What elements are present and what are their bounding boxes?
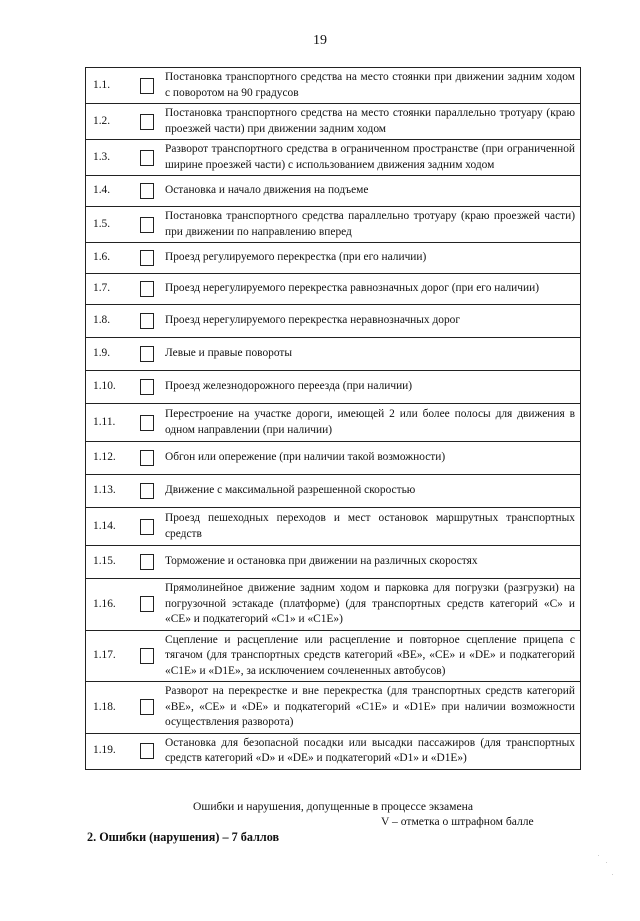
- item-description: Постановка транспортного средства на место стоянки параллельно тротуару (краю проезжей части) при движении задним ходом: [161, 104, 581, 140]
- penalty-checkbox[interactable]: [140, 699, 154, 715]
- item-checkbox-cell: [135, 176, 161, 207]
- item-number: 1.10.: [86, 371, 136, 404]
- penalty-checkbox[interactable]: [140, 648, 154, 664]
- item-number: 1.14.: [86, 508, 136, 546]
- exam-item-row: [86, 305, 581, 338]
- item-checkbox-cell: [135, 207, 161, 243]
- exam-item-row: [86, 338, 581, 371]
- item-number: 1.15.: [86, 546, 136, 579]
- item-description: Постановка транспортного средства на место стоянки при движении задним ходом с поворотом на 90 градусов: [161, 68, 581, 104]
- item-description: Торможение и остановка при движении на различных скоростях: [161, 546, 581, 579]
- item-number: 1.3.: [86, 140, 136, 176]
- penalty-checkbox[interactable]: [140, 379, 154, 395]
- item-checkbox-cell: [135, 305, 161, 338]
- item-checkbox-cell: [135, 508, 161, 546]
- penalty-checkbox[interactable]: [140, 313, 154, 329]
- item-checkbox-cell: [135, 274, 161, 305]
- exam-item-row: [86, 442, 581, 475]
- item-description: Разворот транспортного средства в ограниченном пространстве (при ограниченной ширине проезжей части) с использованием движения задним ходом: [161, 140, 581, 176]
- penalty-checkbox[interactable]: [140, 114, 154, 130]
- exam-item-row: [86, 140, 581, 176]
- item-checkbox-cell: [135, 140, 161, 176]
- exam-item-row: [86, 274, 581, 305]
- exam-item-row: [86, 630, 581, 682]
- exam-item-row: [86, 404, 581, 442]
- item-number: 1.4.: [86, 176, 136, 207]
- item-checkbox-cell: [135, 371, 161, 404]
- item-description: Остановка и начало движения на подъеме: [161, 176, 581, 207]
- item-checkbox-cell: [135, 546, 161, 579]
- penalty-checkbox[interactable]: [140, 217, 154, 233]
- penalty-checkbox[interactable]: [140, 183, 154, 199]
- item-checkbox-cell: [135, 682, 161, 734]
- item-checkbox-cell: [135, 475, 161, 508]
- item-number: 1.16.: [86, 579, 136, 631]
- exam-item-row: [86, 104, 581, 140]
- item-description: Левые и правые повороты: [161, 338, 581, 371]
- item-number: 1.19.: [86, 733, 136, 769]
- item-checkbox-cell: [135, 630, 161, 682]
- errors-caption: Ошибки и нарушения, допущенные в процессе экзамена: [193, 800, 473, 813]
- exam-item-row: [86, 508, 581, 546]
- exam-items-body: [86, 68, 581, 770]
- penalty-checkbox[interactable]: [140, 281, 154, 297]
- scan-speck: [612, 874, 613, 875]
- item-description: Сцепление и расцепление или расцепление и повторное сцепление прицепа с тягачом (для транспортных средств категорий «BE», «CE» и «DE» и подкатегорий «C1E» и «D1E», за исключением сочлененных автобусов): [161, 630, 581, 682]
- item-number: 1.9.: [86, 338, 136, 371]
- penalty-checkbox[interactable]: [140, 415, 154, 431]
- exam-item-row: [86, 68, 581, 104]
- penalty-checkbox[interactable]: [140, 450, 154, 466]
- item-description: Проезд нерегулируемого перекрестка неравнозначных дорог: [161, 305, 581, 338]
- exam-item-row: [86, 207, 581, 243]
- item-description: Движение с максимальной разрешенной скоростью: [161, 475, 581, 508]
- item-number: 1.5.: [86, 207, 136, 243]
- item-number: 1.1.: [86, 68, 136, 104]
- item-checkbox-cell: [135, 104, 161, 140]
- item-description: Перестроение на участке дороги, имеющей 2 или более полосы для движения в одном направлении (при наличии): [161, 404, 581, 442]
- item-checkbox-cell: [135, 404, 161, 442]
- item-description: Обгон или опережение (при наличии такой возможности): [161, 442, 581, 475]
- item-description: Прямолинейное движение задним ходом и парковка для погрузки (разгрузки) на погрузочной эстакаде (платформе) (для транспортных средств категорий «C» и «CE» и подкатегорий «C1» и «C1E»): [161, 579, 581, 631]
- penalty-legend: V – отметка о штрафном балле: [381, 815, 534, 828]
- item-number: 1.7.: [86, 274, 136, 305]
- penalty-checkbox[interactable]: [140, 483, 154, 499]
- item-checkbox-cell: [135, 442, 161, 475]
- exam-item-row: [86, 579, 581, 631]
- exam-item-row: [86, 682, 581, 734]
- penalty-checkbox[interactable]: [140, 554, 154, 570]
- item-description: Постановка транспортного средства параллельно тротуару (краю проезжей части) при движении по направлению вперед: [161, 207, 581, 243]
- item-number: 1.6.: [86, 243, 136, 274]
- page-number: 19: [313, 33, 327, 48]
- item-description: Проезд железнодорожного переезда (при наличии): [161, 371, 581, 404]
- item-description: Проезд пешеходных переходов и мест остановок маршрутных транспортных средств: [161, 508, 581, 546]
- item-number: 1.11.: [86, 404, 136, 442]
- penalty-checkbox[interactable]: [140, 250, 154, 266]
- exam-items-table: [85, 67, 581, 770]
- item-checkbox-cell: [135, 579, 161, 631]
- exam-item-row: [86, 475, 581, 508]
- exam-item-row: [86, 243, 581, 274]
- penalty-checkbox[interactable]: [140, 596, 154, 612]
- exam-item-row: [86, 371, 581, 404]
- item-checkbox-cell: [135, 733, 161, 769]
- item-number: 1.18.: [86, 682, 136, 734]
- penalty-checkbox[interactable]: [140, 743, 154, 759]
- item-description: Разворот на перекрестке и вне перекрестка (для транспортных средств категорий «BE», «CE» и «DE» и подкатегорий «C1E» и «D1E» при наличии возможности осуществления разворота): [161, 682, 581, 734]
- penalty-checkbox[interactable]: [140, 346, 154, 362]
- penalty-checkbox[interactable]: [140, 78, 154, 94]
- item-number: 1.12.: [86, 442, 136, 475]
- item-number: 1.13.: [86, 475, 136, 508]
- exam-item-row: [86, 176, 581, 207]
- item-number: 1.8.: [86, 305, 136, 338]
- item-description: Проезд нерегулируемого перекрестка равнозначных дорог (при его наличии): [161, 274, 581, 305]
- scan-speck: [606, 862, 607, 863]
- item-number: 1.17.: [86, 630, 136, 682]
- item-description: Остановка для безопасной посадки или высадки пассажиров (для транспортных средств категорий «D» и «DE» и подкатегорий «D1» и «D1E»): [161, 733, 581, 769]
- item-checkbox-cell: [135, 68, 161, 104]
- exam-item-row: [86, 733, 581, 769]
- penalty-checkbox[interactable]: [140, 519, 154, 535]
- item-description: Проезд регулируемого перекрестка (при его наличии): [161, 243, 581, 274]
- section-heading: 2. Ошибки (нарушения) – 7 баллов: [87, 830, 280, 844]
- item-checkbox-cell: [135, 243, 161, 274]
- scan-speck: [598, 855, 599, 856]
- item-number: 1.2.: [86, 104, 136, 140]
- penalty-checkbox[interactable]: [140, 150, 154, 166]
- item-checkbox-cell: [135, 338, 161, 371]
- exam-item-row: [86, 546, 581, 579]
